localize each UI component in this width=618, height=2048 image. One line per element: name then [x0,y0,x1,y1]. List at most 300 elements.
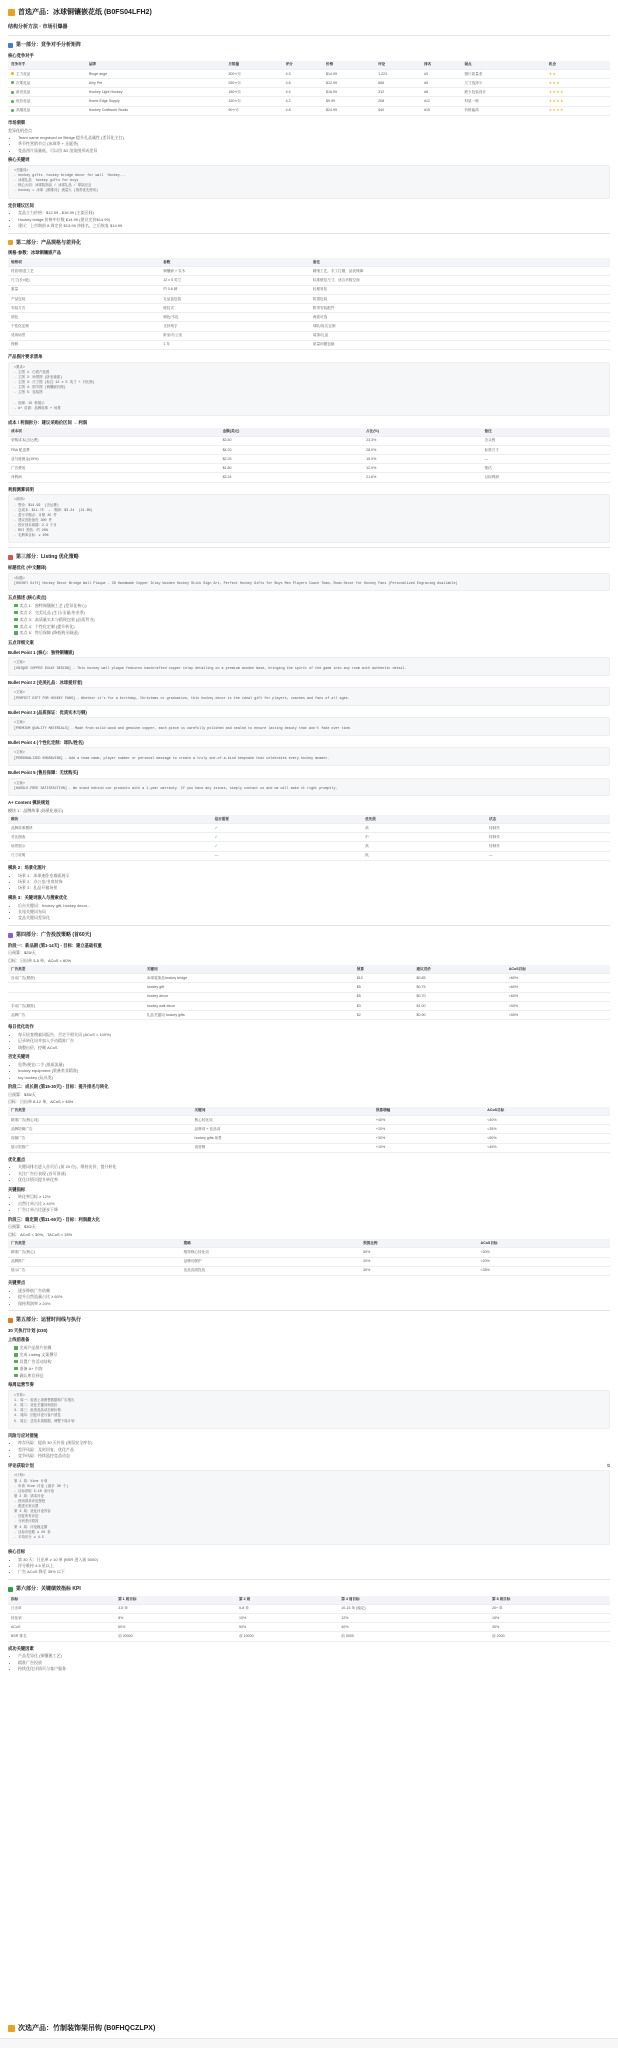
table-row [8,267,610,276]
bullet-detail-heading: 五点详细文案 [8,639,34,645]
star-rating-icon: ★★★★ [546,97,610,106]
table-cell: 前 10000 [236,1632,338,1641]
divider [8,233,610,234]
section-icon [8,555,13,560]
table-cell: $5 [354,983,414,992]
list-item: • 关键词排名进入首页后 (前 20 位)，维持出价，提升转化 [18,1164,610,1169]
table-cell: 铜色/木色 [160,313,310,322]
table-row [8,1143,610,1152]
list-item: • 场景 1：冰球迷卧室墙面展示 [18,873,610,878]
section-3-title-text: 第三部分：Listing 优化策略 [16,554,79,561]
budget-code: <说明> - 售价：$14.99 (含运费) - 总成本：$11.75 → 利润：$3.24 (21.6%) - 盈亏平衡点：月销 45 件 - 建议首批备货 300 件 - 预计回本周期：2-3 个月 - ROI 预估：约 28% - 毛利率目标：≥ 20% [8,494,610,543]
bp3-code: <文案> [PREMIUM QUALITY MATERIALS] - Made from solid wood and genuine copper, each piece is carefully polished and sealed to ensure lasting beauty that won't fade over time. [8,717,610,735]
table-cell: 标准壁挂尺寸，适合多数空间 [310,276,610,285]
table-cell: 待制作 [486,824,610,833]
table-row [8,331,610,340]
list-item: • 后台关键词：hockey gift, hockey decor... [18,903,610,908]
table-row [8,436,610,445]
table-cell: 图片质量差 [461,69,545,78]
table-cell [8,88,86,97]
phase1-budget: 日预算：$25/天 [8,950,36,956]
table-cell: 手动广告(精准) [8,1001,144,1010]
checklist-item[interactable] [14,617,610,622]
table-cell: 自动广告(紧密) [8,974,144,983]
checkbox-icon[interactable] [14,1374,18,1378]
table-cell: $16.99 [323,88,375,97]
table-cell: $9.99 [323,97,375,106]
table-cell: Airly Pet [86,79,226,88]
table-cell: $0.85 [414,974,506,983]
list-item: • 持续优化详情页与客户服务 [18,1666,610,1671]
table-row [8,313,610,322]
column-header: 关键词 [144,965,354,974]
table-cell: $4.20 [220,445,364,454]
table-row [8,340,610,349]
table-cell: 礼品盒包装 [160,294,310,303]
table-cell: <40% [484,1115,610,1124]
opt-list [8,1164,610,1182]
trophy-icon [8,9,15,16]
section-6-title-text: 第六部分：关键绩效指标 KPI [16,1585,81,1592]
table-cell: 场景展示 [8,842,212,851]
table-cell: 10-15 单 (稳定) [338,1604,489,1613]
table-row [8,1011,610,1020]
table-cell: <35% [484,1125,610,1134]
table-cell [8,79,86,88]
checklist-item[interactable] [14,603,610,608]
column-header: ACoS目标 [484,1107,610,1116]
section-icon [8,1318,13,1323]
competitor-table [8,61,610,116]
section-2-title [8,240,610,247]
daily-opt-heading: 每日优化动作 [8,1024,34,1030]
phase2-heading: 阶段二：成长期 (第15-30天) - 目标：提升排名与转化 [8,1084,109,1090]
table-row [8,1613,610,1622]
bp2-heading: Bullet Point 2 (完美礼品：冰球爱好者) [8,679,83,685]
table-cell: 价格偏高 [461,106,545,115]
table-cell [8,97,86,106]
table-cell: #15 [421,106,461,115]
table-cell: hockey decor [144,992,354,1001]
checklist-label: 卖点 4：个性化定制 (提升转化) [19,623,75,629]
checklist-label: 卖点 2：完美礼品 (生日/圣诞/毕业季) [19,609,85,615]
table-cell: $3.24 [220,473,364,482]
checklist-label: 完成产品图片拍摄 [19,1345,52,1351]
table-cell: ACoS [8,1623,115,1632]
star-rating-icon: ★★★★ [546,88,610,97]
pre-heading: 上线前准备 [8,1337,30,1343]
risk-heading: 风险与应对措施 [8,1432,39,1438]
insight-heading: 市场洞察 [8,119,26,125]
table-cell: 12.0% [363,464,481,473]
table-cell: $3.50 [220,436,364,445]
table-cell: 10% [236,1613,338,1622]
list-item: • Team name engraved on Bridge 提升礼品属性 (差异化主打) [18,135,610,140]
checklist-item[interactable] [14,610,610,615]
table-cell: 品牌推广 [8,1257,181,1266]
table-row [8,851,610,860]
column-header: 机会 [546,61,610,70]
section-1-title-text: 第一部分：竞争对手分析矩阵 [16,42,82,49]
list-item: • 差评风险：及时回复，优化产品 [18,1447,610,1452]
table-cell: 再营销 [192,1143,373,1152]
price-heading: 定价建议区间 [8,202,34,208]
listing-title-code: <标题> [HOCKEY Gift] Hockey Decor Bridge Wall Plaque - 3D Handmade Copper Inlay Wooden Hockey Stick Sign Art, Perfect Hockey Gifts for Boys Men Players Coach Team, Room Decor for Hockey Fans (Personalized Engraving Available) [8,573,610,591]
column-header: 弱点 [461,61,545,70]
table-cell: 卧室/办公室 [160,331,310,340]
checkbox-icon[interactable] [14,1346,18,1350]
list-item: • 第 30 天：日出单 ≥ 10 单 (BSR 进入前 5000) [18,1557,610,1562]
copy-icon[interactable]: ⧉ [607,1462,610,1468]
table-cell: 300+/月 [225,69,282,78]
table-cell: 轻便易挂 [310,285,610,294]
table-cell: +30% [373,1134,484,1143]
table-cell: 中 [362,833,486,842]
table-cell: Hockey Light Hockey [86,88,226,97]
column-header: 备注 [482,428,610,437]
table-cell: 支持刻字 [160,322,310,331]
column-header: 策略 [181,1239,361,1248]
neg-list [8,1062,610,1080]
image-req-heading: 产品图片要求清单 [8,353,43,359]
table-cell: 保修 [8,340,160,349]
column-header: 模块 [8,815,212,824]
phase3-table [8,1239,610,1276]
section-5-title [8,1317,610,1324]
kpi-heading: 关键指标 [8,1186,26,1192]
checkbox-icon[interactable] [14,604,18,608]
table-cell: $0.70 [414,992,506,1001]
competitor-name: 高端竞品 [16,108,31,113]
table-cell: <50% [506,1001,610,1010]
column-header: 预算比例 [360,1239,477,1248]
table-cell: 质量问题包换 [310,340,610,349]
table-cell: 90+/月 [225,106,282,115]
table-row [8,974,610,983]
table-cell: 铜镶嵌 + 实木 [160,267,310,276]
checklist-item[interactable] [14,624,610,629]
opt-heading: 优化重点 [8,1156,26,1162]
checklist-item[interactable] [14,1366,610,1371]
table-cell: 250+/月 [225,79,282,88]
column-header: 是否需要 [212,815,363,824]
table-cell: 颜色 [8,313,160,322]
checkbox-icon[interactable] [14,618,18,622]
focus-heading: 关键要点 [8,1279,26,1285]
table-cell: 4.6 [283,79,323,88]
table-cell: 约 0.8 磅 [160,285,310,294]
table-cell: 1,223 [375,69,421,78]
table-cell: #3 [421,69,461,78]
column-header: 关键词 [192,1107,373,1116]
table-cell: $10 [354,974,414,983]
table-row [8,842,610,851]
table-row [8,455,610,464]
column-header: 预算增幅 [373,1107,484,1116]
table-cell: 30% [489,1623,610,1632]
table-cell: $1.80 [220,464,364,473]
table-cell: 8% [115,1613,236,1622]
table-row [8,983,610,992]
table-cell: 前 5000 [338,1632,489,1641]
table-cell: 4.4 [283,88,323,97]
risk-list [8,1440,610,1458]
goal-heading: 核心目标 [8,1548,26,1554]
image-req-code: <要求> - 主图 1：白底产品图 - 主图 2：场景图 (卧室墙面) - 主图 3：尺寸图 (标注 12 x 5 英寸 + 对比物) - 主图 4：细节图 (铜镶嵌纹理) - 主图 5：包装图 - 视频：15 秒展示 - A+ 页面：品牌故事 + 场景 [8,362,610,416]
list-item: • 免费/便宜/二手 (低质流量) [18,1062,610,1067]
table-cell: 高 [362,824,486,833]
list-item: • 每天检查搜索词报告，否定不相关词 (ACoS > 100%) [18,1032,610,1037]
table-cell: $0.75 [414,983,506,992]
table-cell: — [482,455,610,464]
phase2-budget: 日预算：$35/天 [8,1091,36,1097]
table-cell: 安装方式 [8,304,160,313]
table-cell: 15.0% [363,455,481,464]
table-cell: FBA 配送费 [8,445,220,454]
scene-list [8,873,610,891]
checkbox-icon[interactable] [14,1367,18,1371]
checkbox-icon[interactable] [14,1360,18,1364]
daily-opt-list [8,1032,610,1050]
column-header: 第 2 周 [236,1596,338,1605]
column-header: 评分 [283,61,323,70]
scene-heading: 模块 2：场景化图片 [8,864,46,870]
checklist-item[interactable] [14,1345,610,1350]
table-cell: 4.5 [283,69,323,78]
list-item: • 广告订单占比逐步下降 [18,1207,610,1212]
column-header: 成本项 [8,428,220,437]
table-cell: $0.90 [414,1011,506,1020]
aplus-sub: 模块 1：品牌故事 (场景化展示) [8,807,64,813]
table-row [8,1134,610,1143]
column-header: 预算 [354,965,414,974]
keywords-heading: 核心关键词 [8,157,30,163]
aplus-heading: A+ Content 模块规划 [8,799,50,805]
table-cell: 高 [362,842,486,851]
list-item: • 竞品关键词差异化 [18,915,610,920]
table-cell: ✓ [212,824,363,833]
table-cell: 产品包装 [8,294,160,303]
table-cell: $1.00 [414,1001,506,1010]
table-cell: 品牌防御广告 [8,1125,192,1134]
checklist-label: 卖点 1：独特铜镶嵌工艺 (差异化核心) [19,602,87,608]
section-1-title [8,42,610,49]
table-row [8,464,610,473]
bp4-heading: Bullet Point 4 (个性化定制：球队/姓名) [8,739,84,745]
star-rating-icon: ★★ [546,69,610,78]
table-cell: 1 年 [160,340,310,349]
table-cell: 3-5 单 [115,1604,236,1613]
table-cell: 5-8 单 [236,1604,338,1613]
table-row [8,276,610,285]
table-row [8,1257,610,1266]
table-cell: 待制作 [486,842,610,851]
divider [8,547,610,548]
status-dot-icon [11,72,14,75]
table-cell: 净利润 [8,473,220,482]
column-header: 价格 [323,61,375,70]
table-cell [8,106,86,115]
list-item: • 关注广告位表现 (首页顶部) [18,1171,610,1176]
table-cell: 866 [375,79,421,88]
list-item: • Hockey bridge 价格中位数 $14.99 (建议定价$14.99) [18,217,610,222]
star-rating-icon: ★★★★ [546,106,610,115]
table-cell: 材质一般 [461,97,545,106]
spec-heading: 规格·参数：冰球铜镶嵌产品 [8,250,61,256]
success-heading: 成功关键因素 [8,1645,34,1651]
bp1-heading: Bullet Point 1 (核心：独特铜镶嵌) [8,649,74,655]
competitor-name: 低价竞品 [16,99,31,104]
checkbox-icon[interactable] [14,611,18,615]
checklist-item[interactable] [14,1373,610,1378]
column-header: 第 4 周目标 [338,1596,489,1605]
list-item: • 提升自然流量占比 ≥ 60% [18,1294,610,1299]
table-cell: 含头程 [482,436,610,445]
checklist-label: 完成 Listing 文案撰写 [19,1352,58,1358]
kw-list [8,903,610,921]
table-cell: 208 [375,97,421,106]
checklist-item[interactable] [14,630,610,635]
table-cell: $2.25 [220,455,364,464]
table-row [8,88,610,97]
list-item: • 竞争风险：持续监控竞品动态 [18,1453,610,1458]
section-icon [8,1587,13,1592]
table-cell: 精细工艺，手工打磨，品质保障 [310,267,610,276]
phase2-table [8,1107,610,1153]
bp5-heading: Bullet Point 5 (售后保障：无忧购买) [8,769,79,775]
table-cell: <60% [506,992,610,1001]
table-cell: 材质/制造工艺 [8,267,160,276]
bp2-code: <文案> [PERFECT GIFT FOR HOCKEY FANS] - Whether it's for a birthday, Christmas or graduation, this hockey decor is the ideal gift for players, coaches and fans of all ages. [8,687,610,705]
table-cell: +40% [373,1115,484,1124]
document-subtitle: 结构分析方法 · 市场引爆器 [8,24,68,31]
table-cell: 12% [338,1613,489,1622]
table-row [8,1248,610,1257]
table-cell: 15% [489,1613,610,1622]
section-icon [8,933,13,938]
list-item: • 库存风险：提前 30 天补货 (预留安全库存) [18,1440,610,1445]
table-cell: 前 20000 [115,1632,236,1641]
listing-title-heading: 标题优化 (中文翻译) [8,565,47,571]
table-row [8,79,610,88]
aplus-table [8,815,610,861]
next-product-title [8,2024,155,2033]
checkbox-icon[interactable] [14,625,18,629]
keywords-code-block: <关键词> - hockey gifts hockey bridge decor for wall Hockey... - 冰球礼品 hockey gifts for boys - 核心大词：冰球装饰品 / 冰球礼品 / 球队纪念 - hockey = 冰球 (精准词) 流量大 (推荐优先使用) [8,165,610,199]
section-6-title [8,1586,610,1593]
table-cell: 防损包装 [310,294,610,303]
table-row [8,1115,610,1124]
phase3-heading: 阶段三：稳定期 (第31-60天) - 目标：利润最大化 [8,1216,100,1222]
list-item: • 评分维持 4.5 星以上 [18,1563,610,1568]
table-row [8,69,610,78]
section-icon [8,240,13,245]
table-row [8,833,610,842]
checkbox-icon[interactable] [14,1353,18,1357]
table-row [8,1266,610,1275]
table-cell: 品牌广告 [8,1011,144,1020]
table-cell: hockey gifts 场景 [192,1134,373,1143]
checklist-label: 卖点 5：售后保障 (降低购买顾虑) [19,630,79,636]
column-header: 建议竞价 [414,965,506,974]
table-cell: 精准广告(核心词) [8,1115,192,1124]
checklist-item[interactable] [14,1352,610,1357]
table-cell: hockey wall decor [144,1001,354,1010]
table-cell: $24.99 [323,106,375,115]
table-row [8,106,610,115]
table-cell: 对比图表 [8,833,212,842]
phase1-goal: 目标：日出单 3-5 单，ACoS < 60% [8,957,72,963]
checklist-label: 卖点 3：高质量实木与精致包装 (品质背书) [19,616,95,622]
column-header: 指标 [8,1596,115,1605]
bp3-heading: Bullet Point 3 (品质保证：优质实木与铜) [8,709,87,715]
budget-heading: 利润测算说明 [8,486,34,492]
phase1-heading: 阶段一：新品期 (第1-14天) - 目标：建立基础权重 [8,942,102,948]
table-cell: — [212,851,363,860]
star-rating-icon: ★★★ [546,79,610,88]
phase1-table [8,965,610,1020]
list-item: • 建议：上市期前 8 周定价 $13.99 冲排名，之后恢复 $14.99 [18,223,610,228]
table-cell: 两款可选 [310,313,610,322]
table-cell [8,983,144,992]
table-cell: 转化率 [8,1613,115,1622]
checkbox-icon[interactable] [14,631,18,635]
list-item: • 精准广告投放 [18,1660,610,1665]
column-header: ACoS目标 [506,965,610,974]
list-item: • 长尾关键词布局 [18,909,610,914]
week-code: <节奏> 1. 周一：检查上周销售数据和广告报告 2. 周二：优化关键词和竞价 3. 周三：检查竞品动态和价格 4. 周四：回复评论与客户消息 5. 周五：总结本周数据，调整下周计划 [8,1390,610,1429]
competitor-name: 新晋竞品 [16,89,31,94]
competitor-name: 主力竞品 [16,71,31,76]
section-4-title-text: 第四部分：广告投放策略 (首60天) [16,931,92,938]
table-row [8,294,610,303]
column-header: 广告类型 [8,1239,181,1248]
table-row [8,304,610,313]
table-cell: 装饰/礼品 [310,331,610,340]
column-header: 占比(%) [363,428,481,437]
table-row [8,285,610,294]
table-cell: 150+/月 [225,97,282,106]
section-5-title-text: 第五部分：运营时间线与执行 [16,1316,82,1323]
table-row [8,445,610,454]
list-item: • 场景 3：礼品开箱场景 [18,885,610,890]
list-item: • 广告 ACoS 降至 35% 以下 [18,1569,610,1574]
week-heading: 每周运营节奏 [8,1382,34,1388]
list-item: • 场景 2：办公室/书房装饰 [18,879,610,884]
column-header: 参数 [160,258,310,267]
table-cell: 前 2000 [489,1632,610,1641]
list-item: • 逐步降低广告依赖 [18,1288,610,1293]
review-code: <计划> 第 1 周：Vine 计划 - 申请 Vine 评论 (最多 30 个) - 目标获取 5-10 条评论 第 2 周：请求评论 - 使用请求评论按钮 - 跟进买家反馈 第 3 周：优化评论内容 - 回复所有评论 - 分析差评原因 第 4 周：评论稳定期 - 目标评论数 ≥ 20 条 - 平均评分 ≥ 4.5 [8,1470,610,1544]
table-cell: 4.8 [283,106,323,115]
table-cell: 冰球装饰品hockey bridge [144,974,354,983]
competitor-name: 次要竞品 [16,80,31,85]
table-cell: 尺寸选择少 [461,79,545,88]
list-item: • 竞品图片质量低，可以用 3D 渲染图形成差异 [18,148,610,153]
table-cell: 重量 [8,285,160,294]
document-title [8,6,610,20]
table-cell: 20+ 单 [489,1604,610,1613]
phase3-goal: 目标：ACoS < 30%，TACoS < 15% [8,1231,73,1237]
checklist-item[interactable] [14,1359,610,1364]
table-row [8,824,610,833]
table-row [8,1623,610,1632]
status-dot-icon [11,100,14,103]
column-header: 第 1 周目标 [115,1596,236,1605]
table-row [8,97,610,106]
table-cell: — [486,851,610,860]
cost-heading: 成本 / 利润拆分：建议采购价区间 → 利润 [8,419,88,425]
